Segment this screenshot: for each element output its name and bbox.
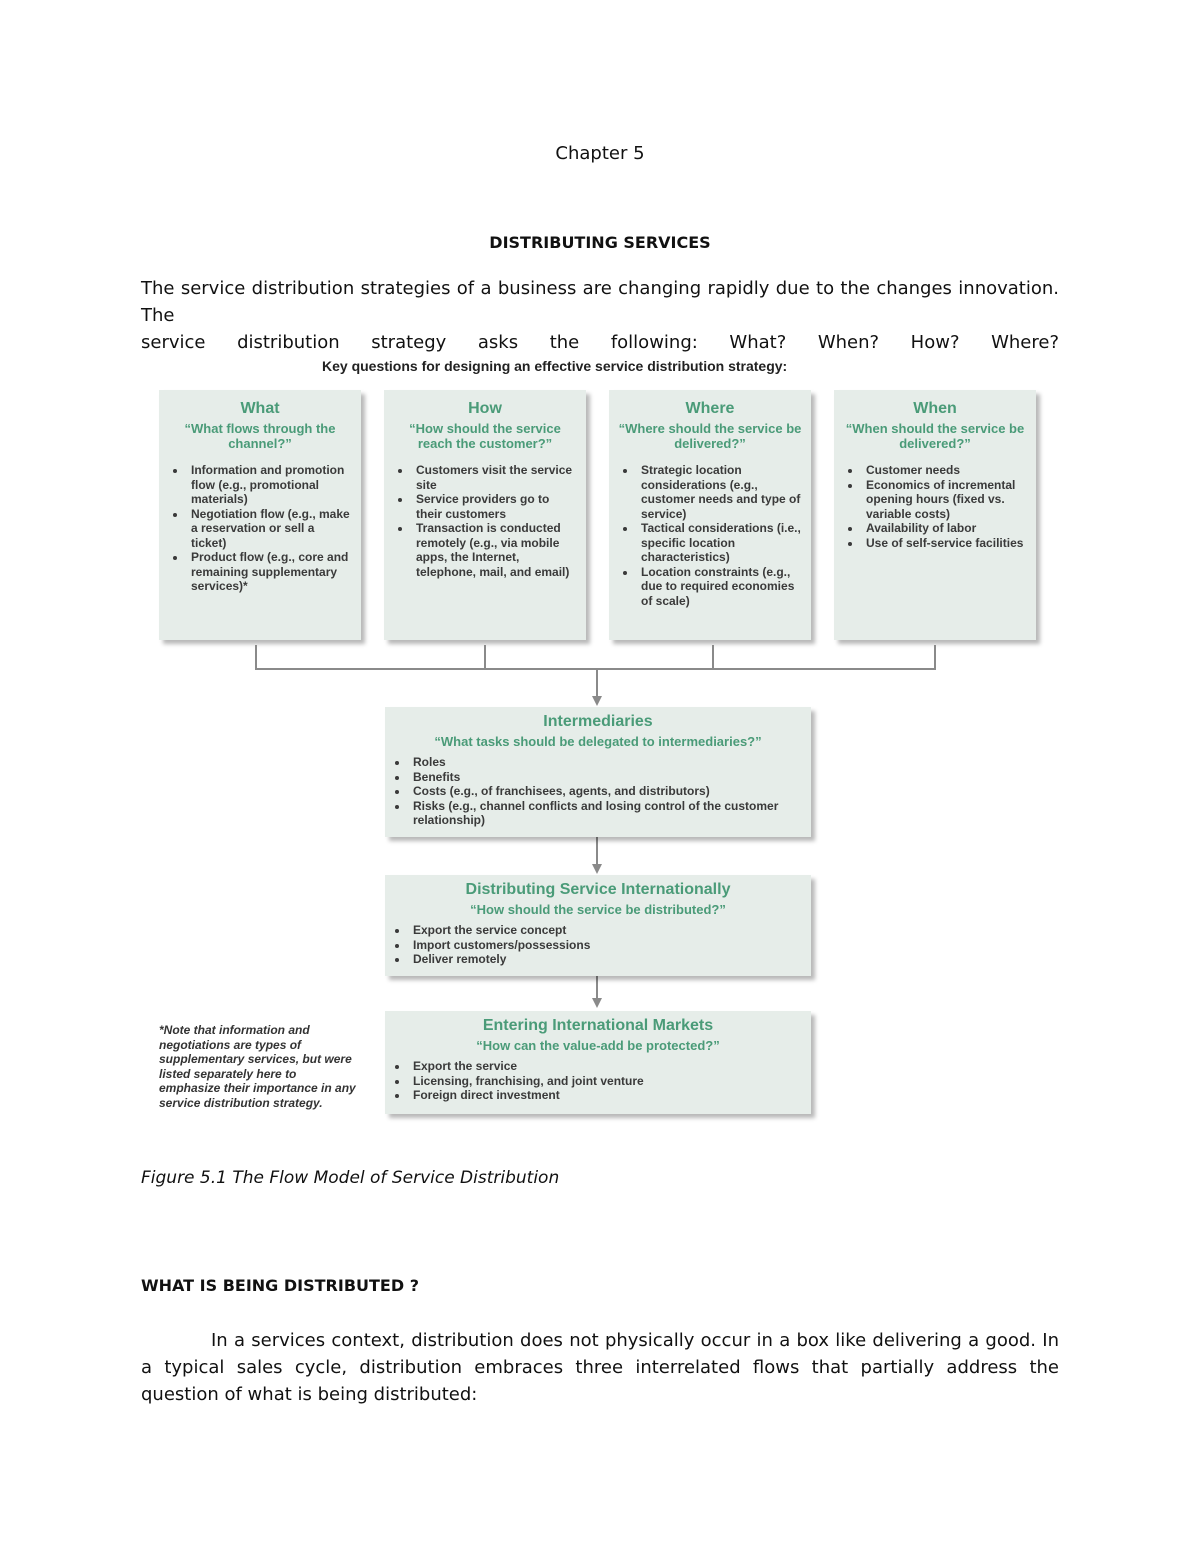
international-box <box>385 875 811 976</box>
list-item: • Service providers go to their customers <box>412 492 578 521</box>
list-item: • Transaction is conducted remotely (e.g., via mobile apps, the Internet, telephone, mail, and email) <box>412 521 578 579</box>
intro-line-1: The service distribution strategies of a business are changing rapidly due to the changes innovation. The <box>141 278 1059 326</box>
intermediaries-question: “What tasks should be delegated to intermediaries?” <box>434 734 762 749</box>
list-item: • Benefits <box>409 770 801 785</box>
what-title: What <box>240 400 280 417</box>
intro-line-2: service distribution strategy asks the following: What? When? How? Where? <box>141 332 1059 353</box>
list-item: • Tactical considerations (i.e., specific location characteristics) <box>637 521 803 565</box>
what-bullets <box>167 463 353 594</box>
list-item: • Availability of labor <box>862 521 1028 536</box>
arrow-head-icon <box>592 864 602 874</box>
international-bullets <box>395 923 801 967</box>
markets-box <box>385 1011 811 1114</box>
list-item: • Export the service <box>409 1059 801 1074</box>
list-item: • Location constraints (e.g., due to required economies of scale) <box>637 565 803 609</box>
where-question: “Where should the service be delivered?” <box>618 421 802 451</box>
international-question: “How should the service be distributed?” <box>470 902 726 917</box>
list-item: • Import customers/possessions <box>409 938 801 953</box>
list-item: • Export the service concept <box>409 923 801 938</box>
how-title: How <box>468 400 502 417</box>
list-item: • Costs (e.g., of franchisees, agents, and distributors) <box>409 784 801 799</box>
list-item: • Negotiation flow (e.g., make a reservation or sell a ticket) <box>187 507 353 551</box>
list-item: • Product flow (e.g., core and remaining supplementary services)* <box>187 550 353 594</box>
figure-note: *Note that information and negotiations are types of supplementary services, but were listed separately here to emphasize their importance in any service distribution strategy. <box>159 1023 356 1110</box>
page-title: DISTRIBUTING SERVICES <box>489 233 711 252</box>
list-item: • Information and promotion flow (e.g., promotional materials) <box>187 463 353 507</box>
paragraph-text: In a services context, distribution does not physically occur in a box like delivering a good. In a typical sales cycle, distribution embraces three interrelated flows that partially address the question of what is being distributed: <box>141 1330 1059 1405</box>
list-item: • Foreign direct investment <box>409 1088 801 1103</box>
list-item: • Deliver remotely <box>409 952 801 967</box>
when-bullets <box>842 463 1028 550</box>
markets-question: “How can the value-add be protected?” <box>476 1038 720 1053</box>
when-question: “When should the service be delivered?” <box>845 421 1025 451</box>
list-item: • Customer needs <box>862 463 1028 478</box>
markets-title: Entering International Markets <box>482 1017 714 1034</box>
when-box <box>834 390 1036 640</box>
how-question: “How should the service reach the customer?” <box>409 421 561 451</box>
where-title: Where <box>685 400 735 417</box>
when-title: When <box>913 400 957 417</box>
where-bullets <box>617 463 803 608</box>
what-box <box>159 390 361 640</box>
section-heading: WHAT IS BEING DISTRIBUTED ? <box>141 1276 419 1295</box>
arrow-head-icon <box>592 696 602 706</box>
where-box <box>609 390 811 640</box>
arrow-head-icon <box>592 998 602 1008</box>
chapter-label: Chapter 5 <box>555 143 645 164</box>
list-item: • Customers visit the service site <box>412 463 578 492</box>
international-title: Distributing Service Internationally <box>465 881 731 898</box>
intermediaries-title: Intermediaries <box>543 713 653 730</box>
intermediaries-box <box>385 707 811 837</box>
list-item: • Roles <box>409 755 801 770</box>
what-question: “What flows through the channel?” <box>184 421 336 451</box>
how-bullets <box>392 463 578 579</box>
figure-caption: Figure 5.1 The Flow Model of Service Distribution <box>141 1168 560 1188</box>
list-item: • Strategic location considerations (e.g., customer needs and type of service) <box>637 463 803 521</box>
figure-heading: Key questions for designing an effective service distribution strategy: <box>322 358 788 374</box>
list-item: • Licensing, franchising, and joint venture <box>409 1074 801 1089</box>
intro-paragraph <box>141 275 1059 356</box>
list-item: • Risks (e.g., channel conflicts and losing control of the customer relationship) <box>409 799 801 828</box>
how-box <box>384 390 586 640</box>
body-paragraph <box>141 1327 1059 1408</box>
list-item: • Economics of incremental opening hours (fixed vs. variable costs) <box>862 478 1028 522</box>
markets-bullets <box>395 1059 801 1103</box>
intermediaries-bullets <box>395 755 801 828</box>
list-item: • Use of self-service facilities <box>862 536 1028 551</box>
